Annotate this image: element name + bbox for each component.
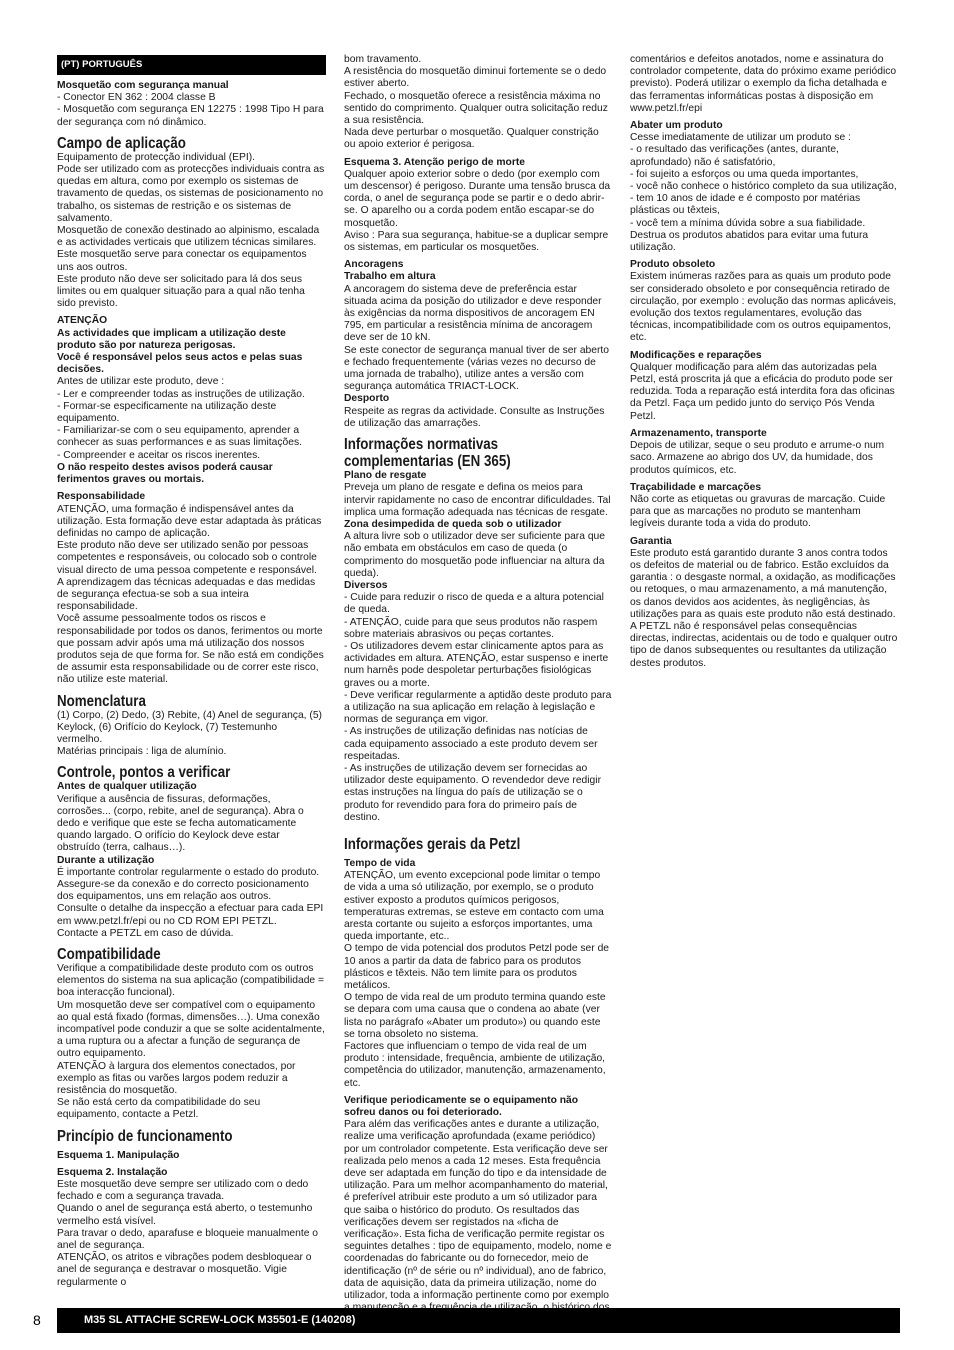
column-2 (344, 54, 612, 1327)
paragraph: Este mosquetão deve sempre ser utilizado com o dedo fechado e com a segurança travada. (57, 1179, 309, 1203)
paragraph: A ancoragem do sistema deve de preferência estar situada acima da posição do utilizador e deve responder às exigências da norma dispositivos de ancoragem EN 795, em particular a resistência mínima de ancoragem deve ser de 10 kN. (344, 283, 602, 344)
paragraph: Destrua os produtos abatidos para evitar uma futura utilização. (630, 229, 869, 254)
heading-responsabilidade: Responsabilidade (57, 491, 146, 503)
paragraph: ATENÇÃO, uma formação é indispensável antes da utilização. Esta formação deve estar adaptada às práticas definidas no campo de aplicação. (57, 503, 322, 539)
paragraph: Consulte o detalhe da inspecção a efectuar para cada EPI em www.petzl.fr/epi ou no CD ROM EPI PETZL. (57, 903, 324, 927)
paragraph: - Mosquetão com segurança EN 12275 : 1998 Tipo H para der segurança com nó dinâmico. (57, 104, 324, 128)
paragraph: Cesse imediatamente de utilizar um produto se : (630, 132, 851, 144)
paragraph: Equipamento de protecção individual (EPI). (57, 151, 256, 163)
footer-doc-title: M35 SL ATTACHE SCREW-LOCK M35501-E (140208) (57, 1308, 900, 1333)
paragraph: É importante controlar regularmente o estado do produto. Assegure-se da conexão e do correcto posicionamento dos equipamentos, uns em relação aos outros. (57, 866, 320, 903)
heading-abater: Abater um produto (630, 120, 723, 132)
paragraph: Este produto não deve ser solicitado para lá dos seus limites ou em qualquer situação para a qual não tenha sido previsto. (57, 273, 305, 310)
section-heading-nomenclatura: Nomenclatura (57, 692, 146, 710)
paragraph: - ATENÇÃO, cuide para que seus produtos não raspem sobre materiais abrasivos ou peças cortantes. (344, 616, 598, 640)
section-heading-controle: Controle, pontos a verificar (57, 764, 231, 782)
column-1 (57, 80, 325, 1289)
paragraph: Nada deve perturbar o mosquetão. Qualquer constrição ou apoio exterior é perigosa. (344, 127, 599, 151)
paragraph: - Formar-se especificamente na utilização deste equipamento. (57, 400, 277, 425)
paragraph: Preveja um plano de resgate e defina os meios para intervir rapidamente no caso de encontrar dificuldades. Tal implica uma formação adequada nas técnicas de resgate. (344, 482, 611, 518)
paragraph: O tempo de vida potencial dos produtos Petzl pode ser de 10 anos a partir da data de fabrico para os produtos plásticos e têxteis. Não tem limite para os produtos metálicos. (344, 943, 610, 992)
paragraph: Existem inúmeras razões para as quais um produto pode ser considerado obsoleto e por consequência retirado de circulação, por exemplo : evolução das normas aplicáveis, evolução dos textos regulamentares, evolução das técnicas, incompatibilidade com os outros equipamentos, etc. (630, 271, 897, 344)
section-heading-campo: Campo de aplicação (57, 134, 186, 152)
paragraph: Contacte a PETZL em caso de dúvida. (57, 927, 234, 939)
paragraph: - As instruções de utilização definidas nas notícias de cada equipamento associado a este produto devem ser respeitadas. (344, 726, 598, 762)
paragraph: A aprendizagem das técnicas adequadas e das medidas de segurança efectua-se sob a sua inteira responsabilidade. (57, 576, 316, 613)
heading-esquema-3: Esquema 3. Atenção perigo de morte (344, 156, 526, 168)
paragraph: O tempo de vida real de um produto termina quando este se depara com uma causa que o condena ao abate (ver lista no parágrafo «Abater um produto») ou quando este se torna obsoleto no sistema. (344, 992, 606, 1040)
paragraph: Qualquer modificação para além das autorizadas pela Petzl, está proscrita já que a eficácia do produto pode ser reduzida. Toda a reparação está interdita fora das oficinas da Petzl. Faça um pedido junto do serviço Pós Venda Petzl. (630, 361, 895, 422)
paragraph: A altura livre sob o utilizador deve ser suficiente para que não embata em obstáculos em caso de queda (o comprimento do mosquetão pode influenciar na altura da queda). (344, 531, 606, 579)
paragraph: A PETZL não é responsável pelas consequências directas, indirectas, acidentais ou de todo e qualquer outro tipo de danos subsequentes ou resultantes da utilização destes produtos. (630, 620, 898, 669)
paragraph: - Ler e compreender todas as instruções de utilização. (57, 388, 305, 400)
heading-tracabilidade: Traçabilidade e marcações (630, 481, 762, 493)
warning-text: As actividades que implicam a utilização deste produto são por natureza perigosas. (57, 327, 286, 351)
paragraph: Se não está certo da compatibilidade do seu equipamento, contacte a Petzl. (57, 1097, 261, 1121)
paragraph: - Conector EN 362 : 2004 classe B (57, 92, 216, 104)
paragraph: - você não conhece o histórico completo da sua utilização, (630, 181, 897, 193)
heading-verifique: Verifique periodicamente se o equipamento não sofreu danos ou foi deteriorado. (344, 1094, 579, 1119)
paragraph: - Deve verificar regularmente a aptidão deste produto para a utilização na sua aplicação em relação à legislação e normas de segurança em vigor. (344, 689, 612, 726)
heading-armazenamento: Armazenamento, transporte (630, 427, 767, 439)
heading-esquema-1: Esquema 1. Manipulação (57, 1149, 180, 1161)
paragraph: Verifique a compatibilidade deste produto com os outros elementos do sistema na sua aplicação (compatibilidade = boa interacção funcional). (57, 963, 325, 999)
section-heading-informacoes-gerais: Informações gerais da Petzl (344, 835, 521, 853)
paragraph: - Cuide para reduzir o risco de queda e a altura potencial de queda. (344, 592, 604, 616)
paragraph: ATENÇÃO à largura dos elementos conectados, por exemplo as fitas ou varões largos podem reduzir a resistência do mosquetão. (57, 1060, 296, 1097)
paragraph: Se este conector de segurança manual tiver de ser aberto e fechado frequentemente (várias vezes no decurso de uma jornada de trabalho), utilize antes a versão com segurança automática TRIACT-LOCK. (344, 344, 610, 393)
paragraph: Você assume pessoalmente todos os riscos e responsabilidade por todos os danos, ferimentos ou morte que possam advir após uma má utilização dos nossos produtos seja de que forma for. Se não está em condições de assumir esta responsabilidade ou de correr este risco, não utilize este material. (57, 613, 324, 686)
paragraph: Não corte as etiquetas ou gravuras de marcação. Cuide para que as marcações no produto se mantenham legíveis durante toda a vida do produto. (630, 493, 886, 530)
paragraph: Depois de utilizar, seque o seu produto e arrume-o num saco. Armazene ao abrigo dos UV, da humidade, dos produtos químicos, etc. (630, 440, 885, 476)
paragraph: Este produto não deve ser utilizado senão por pessoas competentes e responsáveis, ou colocado sob o controle visual directo de uma pessoa competente e responsável. (57, 540, 317, 576)
paragraph: - Compreender e aceitar os riscos inerentes. (57, 449, 261, 461)
paragraph: Para travar o dedo, aparafuse e bloqueie manualmente o anel de segurança. (57, 1227, 319, 1252)
paragraph: - Familiarizar-se com o seu equipamento, aprender a conhecer as suas performances e as suas limitações. (57, 425, 302, 449)
paragraph: Mosquetão de conexão destinado ao alpinismo, escalada e as actividades verticais que utilizem técnicas similares. (57, 225, 320, 249)
heading-plano: Plano de resgate (344, 470, 427, 482)
paragraph: Matérias principais : liga de alumínio. (57, 746, 227, 758)
paragraph: Fechado, o mosquetão oferece a resistência máxima no sentido do comprimento. Qualquer outra solicitação reduz a sua resistência. (344, 90, 608, 127)
paragraph: - Os utilizadores devem estar clinicamente aptos para as actividades em altura. ATENÇÃO, estar suspenso e inerte num harnês pode despoletar perturbações fisiológicas graves ou a morte. (344, 640, 609, 689)
paragraph: - foi sujeito a esforços ou uma queda importantes, (630, 168, 859, 180)
paragraph: ATENÇÃO, um evento excepcional pode limitar o tempo de vida a uma só utilização, por exemplo, se o produto estiver exposto a produtos químicos perigosos, temperaturas extremas, se esteve em contacto com uma aresta cortante ou sujeito a esforços importantes, uma queda importante, etc.. (344, 870, 604, 943)
warning-text: Você é responsável pelos seus actos e pelas suas decisões. (57, 352, 303, 376)
paragraph: comentários e defeitos anotados, nome e assinatura do controlador competente, data do próximo exame periódico previsto). Poderá utilizar o exemplo da ficha detalhada e das ferramentas informáticas postas à disposição em www.petzl.fr/epi (630, 54, 897, 114)
paragraph: Factores que influenciam o tempo de vida real de um produto : intensidade, frequência, ambiente de utilização, competência do utilizador, manutenção, armazenamento, etc. (344, 1041, 606, 1089)
column-3 (630, 54, 898, 670)
paragraph: ATENÇÃO, os atritos e vibrações podem desbloquear o anel de segurança e destravar o mosquetão. Vigie regularmente o (57, 1252, 312, 1288)
heading-modificacoes: Modificações e reparações (630, 349, 762, 361)
heading-tempo-de-vida: Tempo de vida (344, 857, 416, 869)
heading-diversos: Diversos (344, 579, 388, 591)
paragraph: - As instruções de utilização devem ser fornecidas ao utilizador deste equipamento. O revendedor deve redigir estas instruções na língua do país de utilização se o produto for revendido para fora do primeiro país de destino. (344, 762, 602, 823)
paragraph: Verifique a ausência de fissuras, deformações, corrosões... (corpo, rebite, anel de segurança). Abra o dedo e verifique que este se fecha automaticamente quando largado. O orifício do Keylock deve estar obstruído (terra, calhaus…). (57, 793, 304, 854)
paragraph: Antes de utilizar este produto, deve : (57, 376, 225, 388)
paragraph: Quando o anel de segurança está aberto, o testemunho vermelho está visível. (57, 1203, 313, 1227)
paragraph: Este produto está garantido durante 3 anos contra todos os defeitos de material ou de fabrico. Estão excluídos da garantia : o desgaste normal, a oxidação, as modificações ou retoques, o mau armazenamento, a má manutenção, os danos devidos aos acidentes, às negligências, às utilizações para as quais este produto não está destinado. (630, 547, 896, 620)
paragraph: Pode ser utilizado com as protecções individuais contra as quedas em altura, como por exemplo os sistemas de travamento de quedas, os sistemas de posicionamento no trabalho, os sistemas de restrição e os sistemas de salvamento. (57, 164, 325, 224)
heading-trabalho: Trabalho em altura (344, 271, 436, 283)
heading-zona: Zona desimpedida de queda sob o utilizador (344, 518, 562, 530)
section-heading-informacoes-normativas: Informações normativas complementarias (EN 365) (344, 436, 511, 471)
heading-atencao: ATENÇÃO (57, 315, 108, 327)
heading-produto-obsoleto: Produto obsoleto (630, 259, 716, 271)
paragraph: Um mosquetão deve ser compatível com o equipamento ao qual está fixado (formas, dimensões…). Uma conexão incompatível pode conduzir a que se solte acidentalmente, a uma ruptura ou a afectar a função de segurança de outro equipamento. (57, 999, 325, 1060)
paragraph: bom travamento. (344, 54, 422, 65)
paragraph: (1) Corpo, (2) Dedo, (3) Rebite, (4) Anel de segurança, (5) Keylock, (6) Orifício do Keylock, (7) Testemunho vermelho. (57, 709, 322, 745)
section-heading-compatibilidade: Compatibilidade (57, 946, 161, 963)
paragraph: Respeite as regras da actividade. Consulte as Instruções de utilização das amarrações. (344, 405, 605, 429)
paragraph: Para além das verificações antes e durante a utilização, realize uma verificação aprofundada (exame periódico) por um controlador competente. Esta verificação deve ser realizada pelo menos a cada 12 meses. Esta frequência deve ser adaptada em função do tipo e da intensidade de utilização. Para um melhor acompanhamento do material, é preferível atribuir este produto a um só utilizador para que saiba o histórico do produto. Os resultados das verificações devem ser registados na «ficha de verificação». Esta ficha de verificação permite registar os seguintes detalhes : tipo de equipamento, modelo, nome e coordenadas do fabricante ou do fornecedor, meio de identificação (nº de série ou nº individual), ano de fabrico, data de aquisição, data da primeira utilização, nome do utilizador, toda a informação pertinente como por exemplo (344, 1119, 612, 1302)
paragraph: - tem 10 anos de idade e é composto por matérias plásticas ou têxteis, (630, 193, 861, 217)
heading-antes: Antes de qualquer utilização (57, 781, 197, 793)
paragraph: A resistência do mosquetão diminui fortemente se o dedo estiver aberto. (344, 66, 607, 90)
heading-desporto: Desporto (344, 393, 390, 405)
heading-garantia: Garantia (630, 535, 672, 547)
paragraph: Aviso : Para sua segurança, habitue-se a duplicar sempre os sistemas, em particular os mosquetões. (344, 229, 609, 254)
heading-mosquetao: Mosquetão com segurança manual (57, 80, 229, 91)
warning-text: O não respeito destes avisos poderá causar ferimentos graves ou mortais. (57, 461, 273, 486)
heading-durante: Durante a utilização (57, 854, 155, 866)
language-tag: (PT) PORTUGUÊS (57, 55, 326, 75)
heading-esquema-2: Esquema 2. Instalação (57, 1166, 168, 1178)
section-heading-principio: Princípio de funcionamento (57, 1127, 233, 1145)
paragraph: Qualquer apoio exterior sobre o dedo (por exemplo com um descensor) é perigoso. Durante uma tensão brusca da corda, o anel de segurança pode se partir e o dedo abrir-se. O aparelho ou a corda podem então escapar-se do mosquetão. (344, 168, 611, 229)
paragraph: - você tem a mínima dúvida sobre a sua fiabilidade. (630, 217, 866, 229)
heading-ancoragens: Ancoragens (344, 259, 404, 271)
paragraph: - o resultado das verificações (antes, durante, aprofundado) não é satisfatório, (630, 144, 839, 168)
page-number: 8 (33, 1312, 41, 1328)
paragraph: Este mosquetão serve para conectar os equipamentos uns aos outros. (57, 249, 307, 273)
